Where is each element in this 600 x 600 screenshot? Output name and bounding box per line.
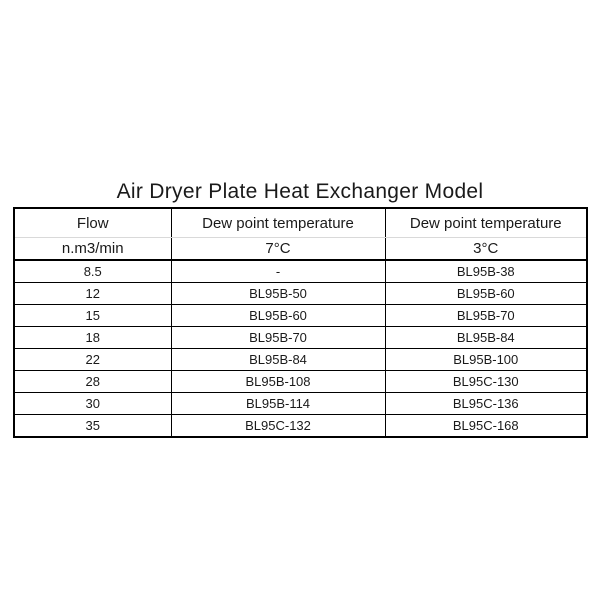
table-row	[14, 349, 587, 371]
model-7c-cell: BL95B-114	[171, 393, 385, 415]
table-row	[14, 371, 587, 393]
table-header	[14, 208, 587, 260]
table-row	[14, 305, 587, 327]
model-7c-cell: BL95B-108	[171, 371, 385, 393]
model-table	[13, 207, 588, 438]
header-dew-point-3c: Dew point temperature	[385, 208, 587, 238]
table-row	[14, 283, 587, 305]
flow-cell: 22	[14, 349, 171, 371]
model-3c-cell: BL95B-70	[385, 305, 587, 327]
model-7c-cell: BL95C-132	[171, 415, 385, 438]
header-flow: Flow	[14, 208, 171, 238]
table-row	[14, 260, 587, 283]
flow-cell: 35	[14, 415, 171, 438]
flow-cell: 28	[14, 371, 171, 393]
flow-cell: 18	[14, 327, 171, 349]
flow-cell: 12	[14, 283, 171, 305]
table-row	[14, 327, 587, 349]
page-title: Air Dryer Plate Heat Exchanger Model	[116, 180, 484, 203]
table-row	[14, 415, 587, 438]
header-row-labels	[14, 208, 587, 238]
model-7c-cell: BL95B-50	[171, 283, 385, 305]
flow-cell: 30	[14, 393, 171, 415]
model-3c-cell: BL95B-60	[385, 283, 587, 305]
header-dew-point-7c: Dew point temperature	[171, 208, 385, 238]
flow-cell: 15	[14, 305, 171, 327]
model-7c-cell: BL95B-60	[171, 305, 385, 327]
model-3c-cell: BL95C-136	[385, 393, 587, 415]
flow-cell: 8.5	[14, 260, 171, 283]
header-temp-3c: 3°C	[385, 238, 587, 261]
table-body	[14, 260, 587, 437]
model-7c-cell: BL95B-84	[171, 349, 385, 371]
header-flow-unit: n.m3/min	[14, 238, 171, 261]
model-3c-cell: BL95B-84	[385, 327, 587, 349]
header-temp-7c: 7°C	[171, 238, 385, 261]
model-3c-cell: BL95B-100	[385, 349, 587, 371]
model-3c-cell: BL95C-168	[385, 415, 587, 438]
model-3c-cell: BL95C-130	[385, 371, 587, 393]
table-row	[14, 393, 587, 415]
model-3c-cell: BL95B-38	[385, 260, 587, 283]
header-row-units	[14, 238, 587, 261]
model-7c-cell: BL95B-70	[171, 327, 385, 349]
model-7c-cell: -	[171, 260, 385, 283]
